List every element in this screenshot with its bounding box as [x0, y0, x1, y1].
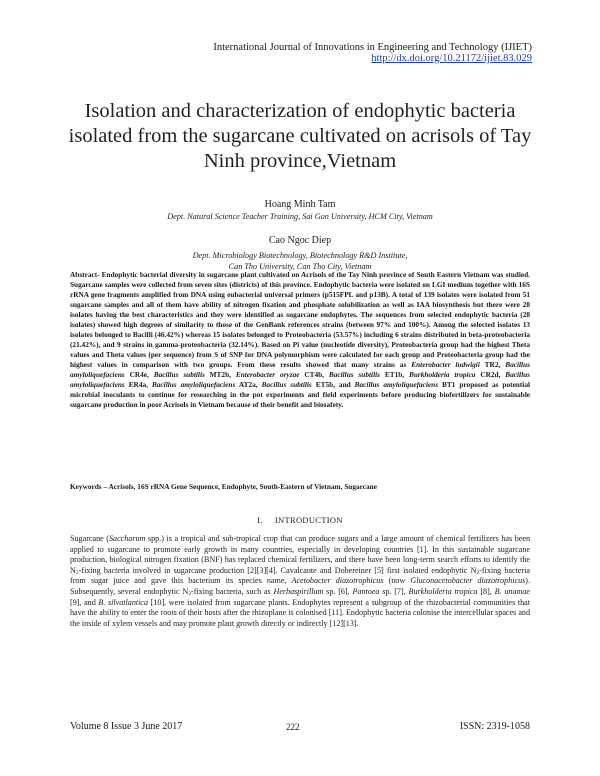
author-affiliation: Dept. Microbiology Biotechnology, Biotechnology R&D Institute, — [192, 251, 408, 260]
footer-volume: Volume 8 Issue 3 June 2017 — [70, 721, 183, 732]
footer-issn: ISSN: 2319-1058 — [459, 721, 530, 732]
keywords: Keywords – Acrisols, 16S rRNA Gene Sequence, Endophyte, South-Eastern of Vietnam, Sugarcane — [70, 482, 377, 491]
paper-title: Isolation and characterization of endophytic bacteria isolated from the sugarcane cultivated on acrisols of Tay Ninh province,Vietnam — [68, 100, 532, 172]
section-heading: I. INTRODUCTION — [257, 515, 343, 525]
author-affiliation: Dept. Natural Science Teacher Training, Sai Gon University, HCM City, Vietnam — [167, 212, 433, 221]
author-affiliation: Can Tho University, Can Tho City, Vietnam — [228, 262, 372, 271]
author-name: Cao Ngoc Diep — [268, 235, 332, 246]
doi-link[interactable]: http://dx.doi.org/10.21172/ijiet.83.029 — [371, 53, 532, 64]
footer-page-number: 222 — [286, 722, 300, 732]
abstract: Abstract- Endophytic bacterial diversity in sugarcane plant cultivated on Acrisols of the Tay Ninh province of South Eastern Vietnam was studied. Sugarcane samples were collected from seven sites (districts) of this province. Endophytic bacteria were isolated on LGI medium together with 16S rRNA gene fragments amplified from DNA using eubacterial universal primers (p515FPL and p13B). A total of 139 isolates were isolated from 51 sugarcane samples and all of them have ability of nitrogen fixation and phosphate solubilization as well as IAA biosynthesis but there were 28 isolates having the best characteristics and they were identified as sugarcane endophytes. The sequences from selected endophytic bacteria (28 isolates) showed high degrees of similarity to those of the GenBank references strains (between 97% and 100%). Among the selected isolates 13 isolates belonged to Bacilli (46.42%) whereas 15 isolates belonged to Proteobacteria (53.57%) including 6 strains distributed in beta-proteobacteria (21.42%), and 9 strains in gamma-proteobacteria (32.14%). Based on Pi value (nucleotide diversity), Proteobacteria group had the highest Theta values and Theta values (per sequence) from S of SNP for DNA polymorphism were calculated for each group and Proteobacteria group had the highest values in comparison with two groups. From these results showed that many strains as Enterobacter ludwigii TR2, Bacillus amyloliquefaciens CR4e, Bacillus subtilis MT2b, Enterobacter oryzae CT4b, Bacillus subtilis ET1b, Burkholderia tropica CR2d, Bacillus amyloliquefaciens ER4a, Bacillus amyloliquefaciens AT2a, Bacillus subtilis ET5b, and Bacillus amyloliquefaciens BT1 proposed as potential microbial inoculants to continue for researching in the pot experiments and field experiments before producing biofertilizers for sustainable sugarcane production in poor Acrisols in Vietnam because of their benefit and biosafety. — [70, 270, 530, 409]
introduction-paragraph: Sugarcane (Saccharum spp.) is a tropical and sub-tropical crop that can produce sugars and a large amount of chemical fertilizers has been applied to sugarcane to promote early growth in many countries, especially in developing countries [1]. In this sustainable sugarcane production, biological nitrogen fixation (BNF) has replaced chemical fertilizers, and there have been long-term search efforts to identify the $N_2$-fixing bacteria involved in sugarcane production [2][3][4]. Cavalcante and Dobereiner [5] first isolated endophytic $N_2$-fixing bacteria from sugar juice and gave this bacterium its species name, Acetobacter diazotrophicus (now Gluconacetobacter diazotrophicus). Subsequently, several endophytic $N_2$-fixing bacteria, such as Herbaspirillum sp. [6], Pantoea sp. [7], Burkholderia tropica [8], B. unamae [9], and B. silvatlantica [10], were isolated from sugarcane plants. Endophytes represent a subgroup of the rhizobacterial communities that have the ability to enter the roots of their hosts after the rhizoplane is colonised [11]. Endophytic bacteria colonise the intercellular spaces and the inside of xylem vessels and may promote plant growth directly or indirectly [12][13]. — [70, 534, 530, 628]
journal-name: International Journal of Innovations in Engineering and Technology (IJIET) — [213, 42, 532, 53]
author-name: Hoang Minh Tam — [264, 199, 336, 210]
